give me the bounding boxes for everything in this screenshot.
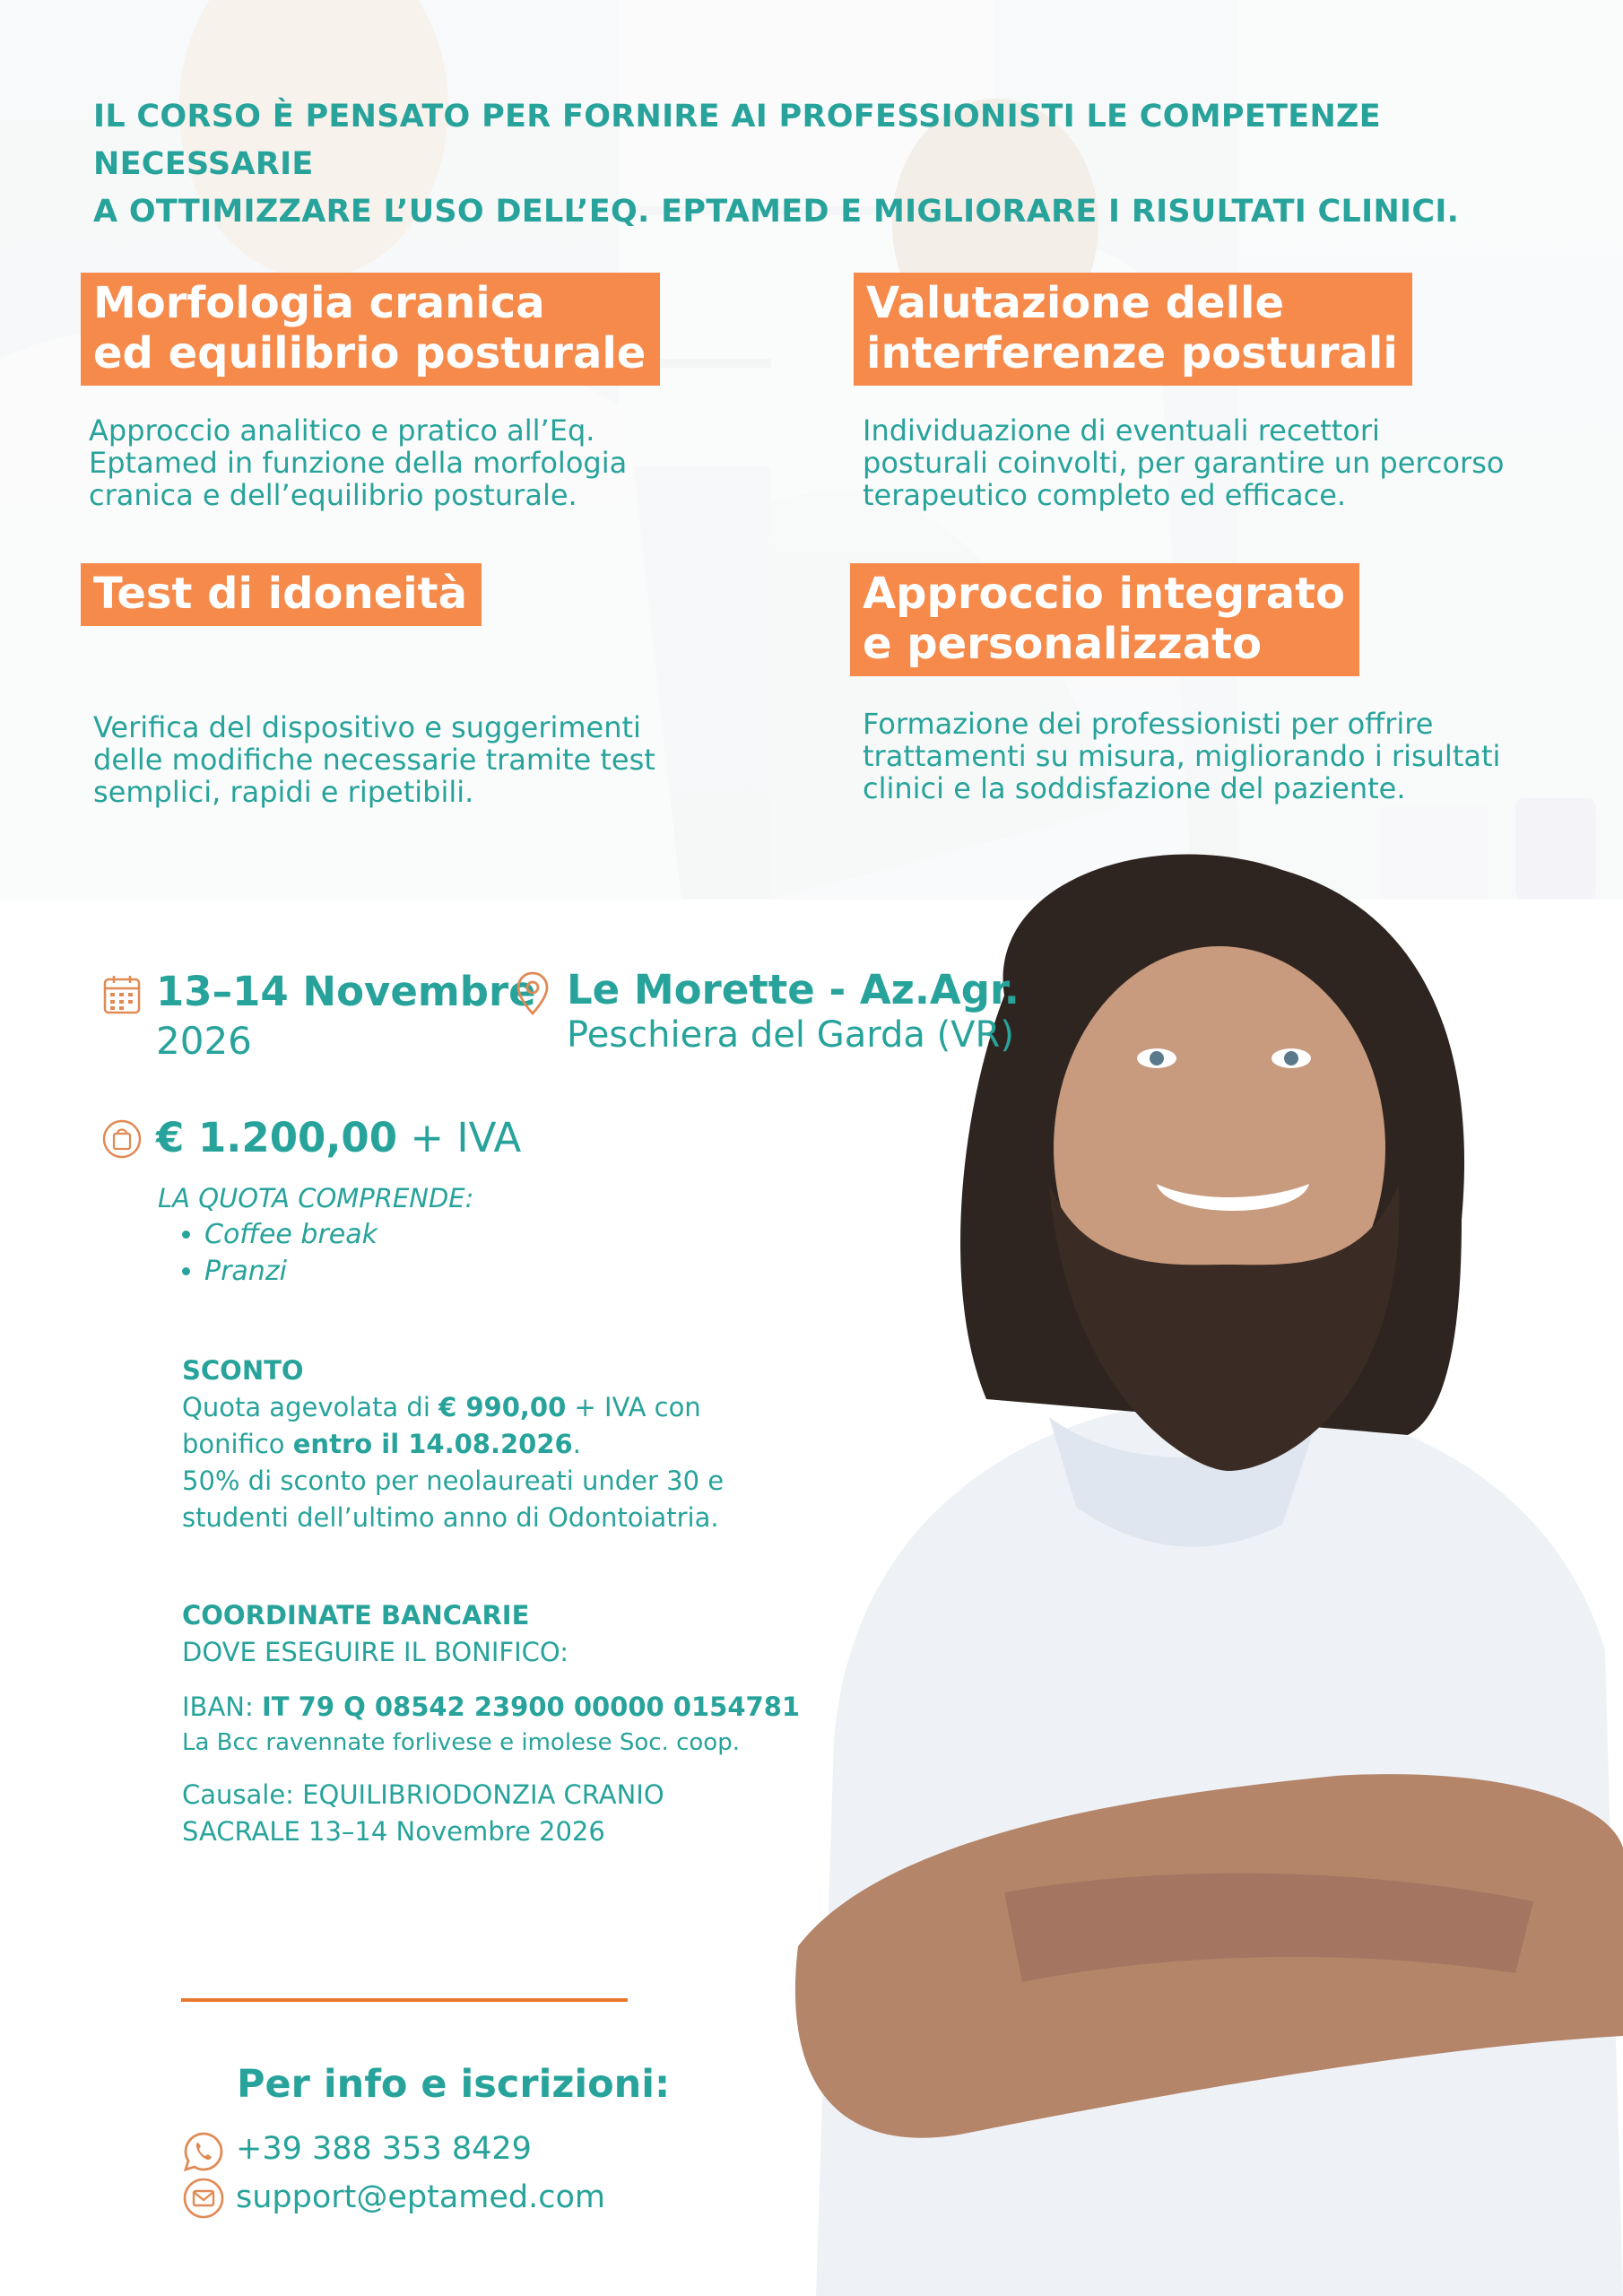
- bank-causale-2: SACRALE 13–14 Novembre 2026: [182, 1816, 605, 1847]
- bank-where: DOVE ESEGUIRE IL BONIFICO:: [182, 1637, 568, 1667]
- bank-causale-1: Causale: EQUILIBRIODONZIA CRANIO: [182, 1779, 664, 1810]
- feature-title-morfologia: Morfologia cranica ed equilibrio posturale: [81, 273, 660, 386]
- bank-heading: COORDINATE BANCARIE: [182, 1600, 530, 1631]
- includes-list: [170, 1216, 378, 1290]
- event-venue: Le Morette - Az.Agr.: [567, 966, 1020, 1013]
- trainer-photo: [780, 843, 1623, 2296]
- feature-title-approccio: Approccio integrato e personalizzato: [850, 563, 1359, 676]
- discount-line-3: 50% di sconto per neolaureati under 30 e: [182, 1465, 725, 1496]
- shopping-bag-icon: [102, 1119, 142, 1159]
- includes-label: LA QUOTA COMPRENDE:: [158, 1183, 474, 1213]
- event-year: 2026: [156, 1019, 252, 1063]
- headline-line-1: IL CORSO È PENSATO PER FORNIRE AI PROFESSIONISTI LE COMPETENZE NECESSARIE: [93, 99, 1381, 182]
- list-item: • Coffee break: [204, 1216, 378, 1253]
- discount-heading: SCONTO: [182, 1355, 304, 1386]
- bank-name: La Bcc ravennate forlivese e imolese Soc. coop.: [182, 1729, 740, 1756]
- discount-line-4: studenti dell’ultimo anno di Odontoiatria.: [182, 1502, 719, 1533]
- feature-text-valutazione: Individuazione di eventuali recettori posturali coinvolti, per garantire un percorso terapeutico completo ed efficace.: [863, 413, 1505, 512]
- bank-iban: IBAN: IT 79 Q 08542 23900 00000 0154781: [182, 1692, 801, 1722]
- contact-heading: Per info e iscrizioni:: [237, 2062, 671, 2107]
- feature-text-morfologia: Approccio analitico e pratico all’Eq. Eptamed in funzione della morfologia cranica e dell’equilibrio posturale.: [89, 413, 628, 512]
- discount-line-1: Quota agevolata di € 990,00 + IVA con: [182, 1392, 701, 1422]
- location-pin-icon: [516, 970, 550, 1017]
- event-city: Peschiera del Garda (VR): [567, 1014, 1014, 1056]
- divider: [181, 1998, 628, 2002]
- list-item: • Pranzi: [204, 1253, 378, 1290]
- whatsapp-icon: [182, 2130, 225, 2173]
- event-date: 13–14 Novembre: [156, 968, 536, 1015]
- feature-title-test: Test di idoneità: [81, 563, 482, 626]
- contact-email[interactable]: support@eptamed.com: [236, 2179, 606, 2215]
- feature-text-test: Verifica del dispositivo e suggerimenti delle modifiche necessarie tramite test semplici, rapidi e ripetibili.: [93, 710, 655, 809]
- feature-text-approccio: Formazione dei professionisti per offrire trattamenti su misura, migliorando i risultati clinici e la soddisfazione del paziente.: [863, 707, 1501, 805]
- feature-title-valutazione: Valutazione delle interferenze posturali: [854, 273, 1412, 386]
- discount-line-2: bonifico entro il 14.08.2026.: [182, 1429, 581, 1459]
- event-price: € 1.200,00 + IVA: [156, 1114, 522, 1161]
- mail-icon: [182, 2177, 225, 2220]
- headline: [93, 93, 1564, 236]
- headline-line-2: A OTTIMIZZARE L’USO DELL’EQ. EPTAMED E MIGLIORARE I RISULTATI CLINICI.: [93, 194, 1460, 230]
- contact-phone[interactable]: +39 388 353 8429: [236, 2131, 532, 2167]
- calendar-icon: [103, 974, 141, 1015]
